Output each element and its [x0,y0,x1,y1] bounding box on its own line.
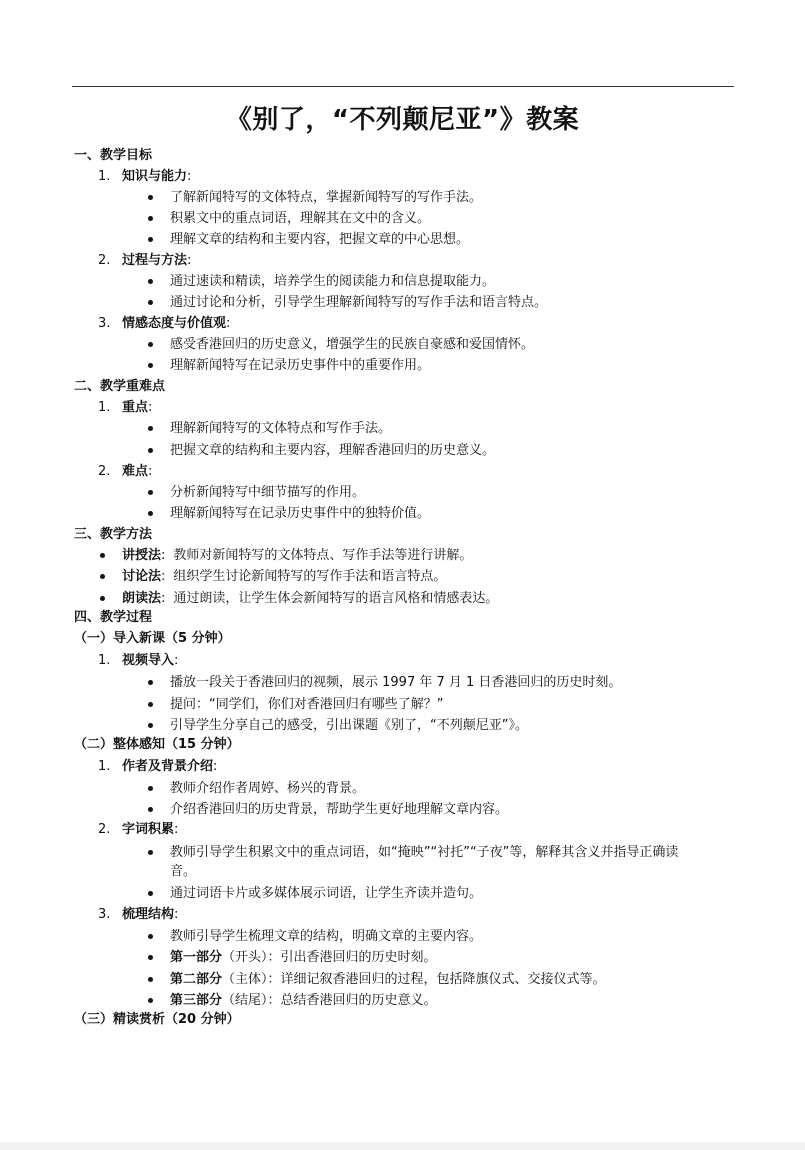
bullet [148,342,153,347]
colon: : [161,569,166,584]
list-item: 通过讨论和分析，引导学生理解新闻特写的写作手法和语言特点。 [170,295,548,310]
subheading-label: 难点 [122,464,149,479]
subheading-label: 梳理结构 [122,907,175,922]
colon: : [148,464,153,479]
colon: : [174,653,179,668]
subheading-label: 情感态度与价值观 [122,316,227,331]
list-item: 播放一段关于香港回归的视频，展示 1997 年 7 月 1 日香港回归的历史时刻。 [170,675,622,690]
part-label: 第二部分 [170,972,223,987]
subheading-label: 知识与能力 [122,169,188,184]
section-heading: 二、教学重难点 [74,379,166,394]
subheading [122,819,178,840]
bullet [148,300,153,305]
bullet [148,680,153,685]
list-item: 了解新闻特写的文体特点，掌握新闻特写的写作手法。 [170,190,483,205]
list-item [170,969,606,990]
colon: : [148,400,153,415]
subheading [122,397,152,418]
bullet [148,490,153,495]
part-label: 第一部分 [170,950,223,965]
bullet [148,955,153,960]
list-item: 通过速读和精读，培养学生的阅读能力和信息提取能力。 [170,274,496,289]
list-item: 感受香港回归的历史意义，增强学生的民族自豪感和爱国情怀。 [170,337,535,352]
bullet [148,850,153,855]
colon: : [174,822,179,837]
list-number: 2. [98,822,111,837]
list-item: 引导学生分享自己的感受，引出课题《别了，“不列颠尼亚”》。 [170,718,528,733]
list-number: 3. [98,316,111,331]
method-text: 组织学生讨论新闻特写的写作手法和语言特点。 [173,569,447,584]
process-heading: （一）导入新课（5 分钟） [74,631,231,646]
bullet [148,195,153,200]
bullet [148,723,153,728]
bullet [148,448,153,453]
list-number: 2. [98,253,111,268]
process-heading: （三）精读赏析（20 分钟） [74,1012,240,1027]
colon: : [213,759,218,774]
list-item: 分析新闻特写中细节描写的作用。 [170,485,366,500]
list-item [170,947,437,968]
list-item: 理解新闻特写的文体特点和写作手法。 [170,421,392,436]
subheading [122,904,178,925]
subheading [122,461,152,482]
bullet [148,998,153,1003]
colon: : [161,591,166,606]
list-item: 教师介绍作者周婷、杨兴的背景。 [170,781,366,796]
bullet [100,553,105,558]
subheading-label: 作者及背景介绍 [122,759,214,774]
subheading-label: 字词积累 [122,822,175,837]
subheading [122,250,191,271]
document-title: 《别了，“不列颠尼亚”》教案 [225,105,580,135]
bullet [148,934,153,939]
bullet [148,363,153,368]
section-heading: 四、教学过程 [74,610,153,625]
bullet [148,279,153,284]
subheading [122,313,230,334]
method-label: 讲授法 [122,548,162,563]
list-item: 通过词语卡片或多媒体展示词语，让学生齐读并造句。 [170,886,483,901]
list-item: 介绍香港回归的历史背景，帮助学生更好地理解文章内容。 [170,802,509,817]
colon: : [161,548,166,563]
list-number: 1. [98,169,111,184]
colon: : [187,253,192,268]
header-rule [72,86,734,87]
method-item [122,588,498,609]
subheading-label: 过程与方法 [122,253,188,268]
list-item [170,990,437,1011]
part-label: 第三部分 [170,993,223,1008]
section-heading: 三、教学方法 [74,527,153,542]
list-item: 理解新闻特写在记录历史事件中的独特价值。 [170,506,431,521]
list-item: 把握文章的结构和主要内容，理解香港回归的历史意义。 [170,443,496,458]
section-heading: 一、教学目标 [74,148,153,163]
list-number: 3. [98,907,111,922]
bullet [148,426,153,431]
bullet [148,702,153,707]
method-text: 通过朗读，让学生体会新闻特写的语言风格和情感表达。 [173,591,499,606]
list-item: 积累文中的重点词语，理解其在文中的含义。 [170,211,431,226]
subheading [122,650,178,671]
subheading-label: 重点 [122,400,149,415]
bullet [148,786,153,791]
list-item-continuation: 音。 [170,864,197,879]
bullet [100,596,105,601]
list-item: 教师引导学生积累文中的重点词语，如“掩映”“衬托”“子夜”等，解释其含义并指导正确读 [170,845,679,860]
method-label: 讨论法 [122,569,162,584]
part-text: （结尾）：总结香港回归的历史意义。 [222,993,437,1008]
colon: : [226,316,231,331]
list-number: 1. [98,653,111,668]
list-number: 2. [98,464,111,479]
list-item: 理解文章的结构和主要内容，把握文章的中心思想。 [170,232,470,247]
list-item: 提问：“同学们，你们对香港回归有哪些了解？” [170,697,444,712]
process-heading: （二）整体感知（15 分钟） [74,737,240,752]
bullet [148,807,153,812]
bullet [100,574,105,579]
bullet [148,216,153,221]
list-number: 1. [98,400,111,415]
list-item: 理解新闻特写在记录历史事件中的重要作用。 [170,358,431,373]
bullet [148,237,153,242]
method-item [122,566,446,587]
bullet [148,891,153,896]
bullet [148,511,153,516]
part-text: （开头）：引出香港回归的历史时刻。 [222,950,437,965]
list-number: 1. [98,759,111,774]
part-text: （主体）：详细记叙香港回归的过程，包括降旗仪式、交接仪式等。 [222,972,606,987]
colon: : [174,907,179,922]
subheading [122,756,217,777]
method-item [122,545,472,566]
colon: : [187,169,192,184]
method-text: 教师对新闻特写的文体特点、写作手法等进行讲解。 [173,548,473,563]
bullet [148,977,153,982]
method-label: 朗读法 [122,591,162,606]
subheading [122,166,191,187]
subheading-label: 视频导入 [122,653,175,668]
list-item: 教师引导学生梳理文章的结构，明确文章的主要内容。 [170,929,483,944]
